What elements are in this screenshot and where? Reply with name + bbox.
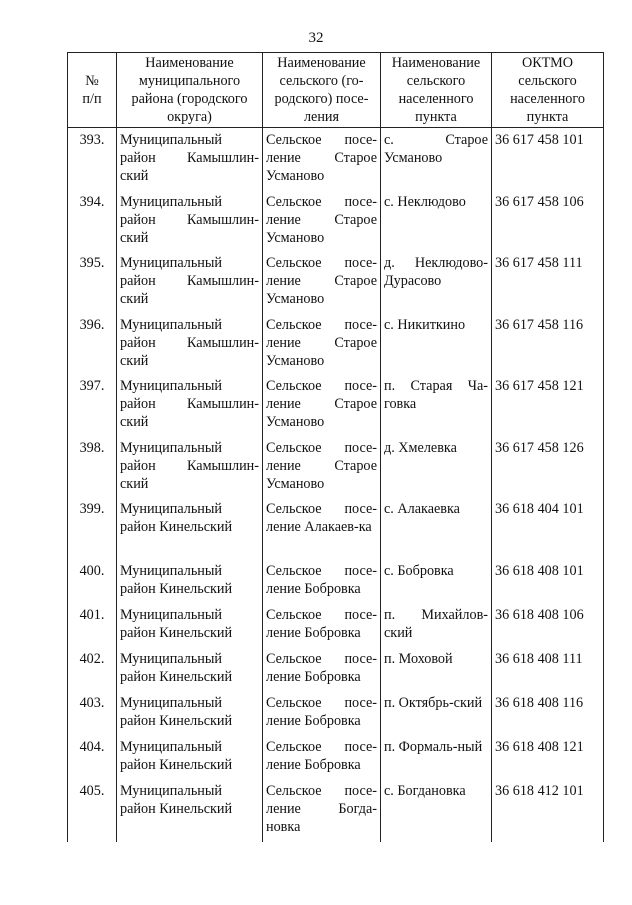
table-row: [68, 562, 604, 606]
cell-num: 400.: [68, 562, 117, 606]
cell-settlement: Сельское посе-ление Старое Усманово: [263, 128, 381, 193]
cell-settlement: Сельское посе-ление Бобровка: [263, 738, 381, 782]
table-row: [68, 782, 604, 842]
cell-district: Муниципальный район Камышлин-ский: [117, 439, 263, 501]
cell-oktmo: 36 617 458 116: [492, 316, 604, 378]
cell-locality: д. Хмелевка: [381, 439, 492, 501]
cell-num: 394.: [68, 193, 117, 255]
cell-locality: с. Старое Усманово: [381, 128, 492, 193]
table-row: [68, 500, 604, 562]
cell-district: Муниципальный район Камышлин-ский: [117, 254, 263, 316]
cell-settlement: Сельское посе-ление Старое Усманово: [263, 377, 381, 439]
cell-settlement: Сельское посе-ление Бобровка: [263, 694, 381, 738]
cell-num: 395.: [68, 254, 117, 316]
table-row: [68, 738, 604, 782]
table-row: [68, 606, 604, 650]
cell-locality: с. Богдановка: [381, 782, 492, 842]
cell-locality: п. Старая Ча-говка: [381, 377, 492, 439]
cell-district: Муниципальный район Кинельский: [117, 650, 263, 694]
cell-locality: с. Бобровка: [381, 562, 492, 606]
cell-settlement: Сельское посе-ление Старое Усманово: [263, 316, 381, 378]
cell-num: 393.: [68, 128, 117, 193]
cell-locality: с. Алакаевка: [381, 500, 492, 562]
table-row: [68, 439, 604, 501]
cell-district: Муниципальный район Кинельский: [117, 782, 263, 842]
cell-oktmo: 36 618 408 101: [492, 562, 604, 606]
cell-oktmo: 36 618 412 101: [492, 782, 604, 842]
header-settlement: Наименование сельского (го- родского) посе- ления: [263, 53, 381, 128]
table-row: [68, 254, 604, 316]
cell-settlement: Сельское посе-ление Бобровка: [263, 606, 381, 650]
table-row: [68, 377, 604, 439]
cell-locality: д. Неклюдово-Дурасово: [381, 254, 492, 316]
cell-locality: с. Неклюдово: [381, 193, 492, 255]
cell-oktmo: 36 618 404 101: [492, 500, 604, 562]
cell-settlement: Сельское посе-ление Бобровка: [263, 650, 381, 694]
cell-district: Муниципальный район Кинельский: [117, 738, 263, 782]
cell-oktmo: 36 617 458 111: [492, 254, 604, 316]
table-row: [68, 650, 604, 694]
table-row: [68, 694, 604, 738]
settlements-table: [67, 52, 604, 842]
cell-settlement: Сельское посе-ление Старое Усманово: [263, 254, 381, 316]
cell-locality: п. Моховой: [381, 650, 492, 694]
cell-settlement: Сельское посе-ление Старое Усманово: [263, 439, 381, 501]
header-locality: Наименование сельского населенного пункта: [381, 53, 492, 128]
cell-district: Муниципальный район Кинельский: [117, 562, 263, 606]
page-number: 32: [308, 30, 324, 46]
cell-num: 399.: [68, 500, 117, 562]
cell-settlement: Сельское посе-ление Алакаев-ка: [263, 500, 381, 562]
cell-oktmo: 36 618 408 106: [492, 606, 604, 650]
cell-num: 402.: [68, 650, 117, 694]
cell-settlement: Сельское посе-ление Бобровка: [263, 562, 381, 606]
cell-district: Муниципальный район Кинельский: [117, 500, 263, 562]
cell-district: Муниципальный район Кинельский: [117, 606, 263, 650]
table-body: [68, 128, 604, 842]
cell-district: Муниципальный район Камышлин-ский: [117, 193, 263, 255]
cell-num: 405.: [68, 782, 117, 842]
cell-district: Муниципальный район Кинельский: [117, 694, 263, 738]
header-num: № п/п: [68, 53, 117, 128]
cell-num: 404.: [68, 738, 117, 782]
cell-num: 401.: [68, 606, 117, 650]
cell-settlement: Сельское посе-ление Старое Усманово: [263, 193, 381, 255]
cell-oktmo: 36 617 458 101: [492, 128, 604, 193]
cell-oktmo: 36 617 458 121: [492, 377, 604, 439]
cell-district: Муниципальный район Камышлин-ский: [117, 316, 263, 378]
cell-locality: п. Формаль-ный: [381, 738, 492, 782]
cell-num: 397.: [68, 377, 117, 439]
cell-district: Муниципальный район Камышлин-ский: [117, 377, 263, 439]
cell-oktmo: 36 617 458 126: [492, 439, 604, 501]
cell-num: 403.: [68, 694, 117, 738]
cell-num: 396.: [68, 316, 117, 378]
table-row: [68, 128, 604, 193]
cell-num: 398.: [68, 439, 117, 501]
table-row: [68, 193, 604, 255]
cell-oktmo: 36 618 408 116: [492, 694, 604, 738]
cell-district: Муниципальный район Камышлин-ский: [117, 128, 263, 193]
table-row: [68, 316, 604, 378]
cell-locality: п. Октябрь-ский: [381, 694, 492, 738]
cell-locality: п. Михайлов-ский: [381, 606, 492, 650]
cell-oktmo: 36 618 408 121: [492, 738, 604, 782]
cell-settlement: Сельское посе-ление Богда-новка: [263, 782, 381, 842]
header-district: Наименование муниципального района (городского округа): [117, 53, 263, 128]
cell-oktmo: 36 617 458 106: [492, 193, 604, 255]
header-oktmo: ОКТМО сельского населенного пункта: [492, 53, 604, 128]
table-header-row: [68, 53, 604, 128]
cell-locality: с. Никиткино: [381, 316, 492, 378]
cell-oktmo: 36 618 408 111: [492, 650, 604, 694]
